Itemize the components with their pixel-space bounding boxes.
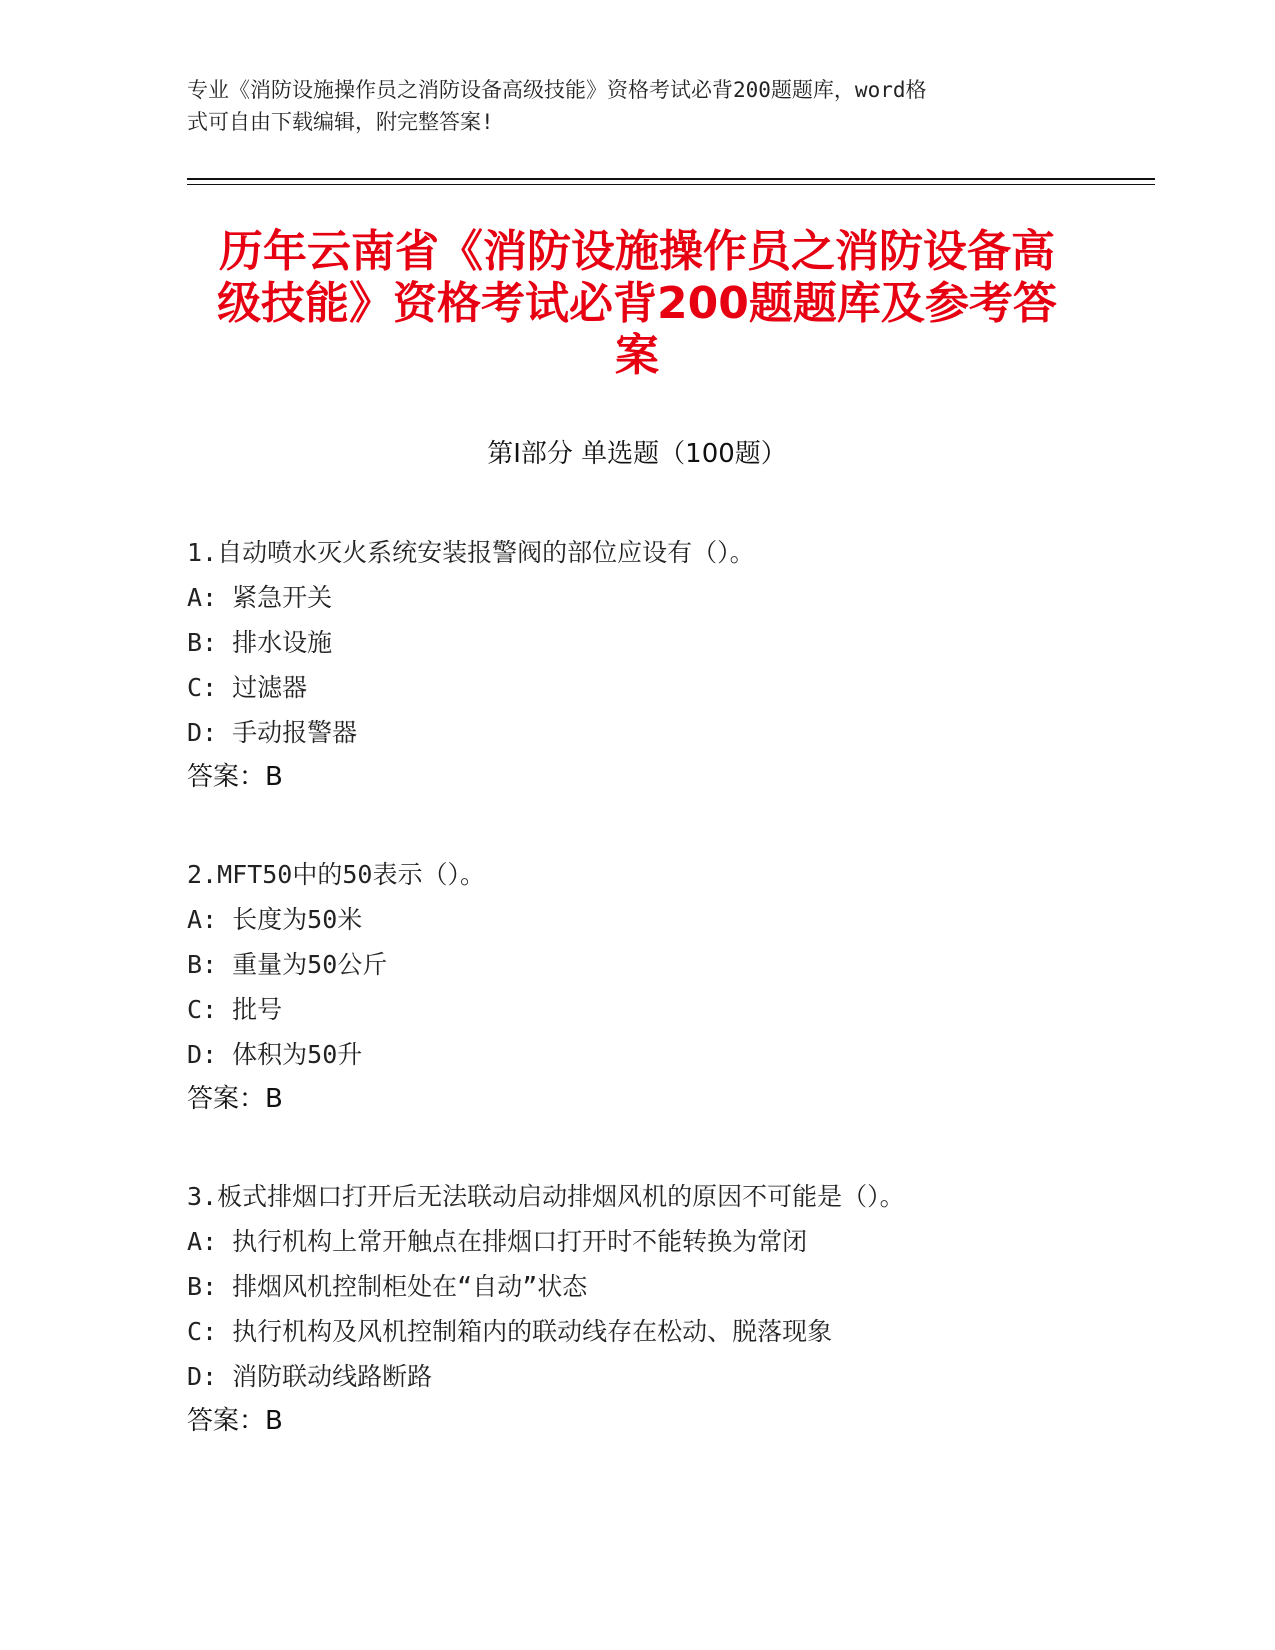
option-a: A: 长度为50米 (187, 905, 363, 934)
answer: 答案：B (187, 762, 283, 792)
document-title (187, 226, 1087, 382)
document-title-line-1: 历年云南省《消防设施操作员之消防设备高 (219, 226, 1055, 277)
option-a: A: 紧急开关 (187, 583, 333, 612)
question-stem: 2.MFT50中的50表示（）。 (187, 860, 485, 889)
question-1 (187, 530, 1127, 800)
option-a: A: 执行机构上常开触点在排烟口打开时不能转换为常闭 (187, 1227, 808, 1256)
answer: 答案：B (187, 1084, 283, 1114)
question-2 (187, 852, 1127, 1122)
header-note-line-2: 式可自由下载编辑，附完整答案! (187, 110, 494, 134)
document-title-line-3: 案 (615, 330, 659, 381)
option-d: D: 消防联动线路断路 (187, 1362, 433, 1391)
option-b: B: 排烟风机控制柜处在“自动”状态 (187, 1272, 588, 1301)
header-note-line-1: 专业《消防设施操作员之消防设备高级技能》资格考试必背200题题库，word格 (187, 78, 927, 102)
section-title: 第Ⅰ部分 单选题（100题） (487, 439, 787, 469)
question-3 (187, 1174, 1127, 1444)
option-d: D: 手动报警器 (187, 718, 358, 747)
option-d: D: 体积为50升 (187, 1040, 363, 1069)
option-b: B: 排水设施 (187, 628, 333, 657)
option-c: C: 过滤器 (187, 673, 308, 702)
option-b: B: 重量为50公斤 (187, 950, 388, 979)
header-divider-thin (187, 184, 1155, 185)
question-stem: 3.板式排烟口打开后无法联动启动排烟风机的原因不可能是（）。 (187, 1182, 905, 1211)
header-divider-thick (187, 178, 1155, 180)
question-list (187, 530, 1127, 1496)
document-title-line-2: 级技能》资格考试必背200题题库及参考答 (217, 278, 1057, 329)
option-c: C: 批号 (187, 995, 283, 1024)
option-c: C: 执行机构及风机控制箱内的联动线存在松动、脱落现象 (187, 1317, 833, 1346)
question-stem: 1.自动喷水灭火系统安装报警阀的部位应设有（）。 (187, 538, 755, 567)
header-note (187, 74, 1087, 138)
answer: 答案：B (187, 1406, 283, 1436)
